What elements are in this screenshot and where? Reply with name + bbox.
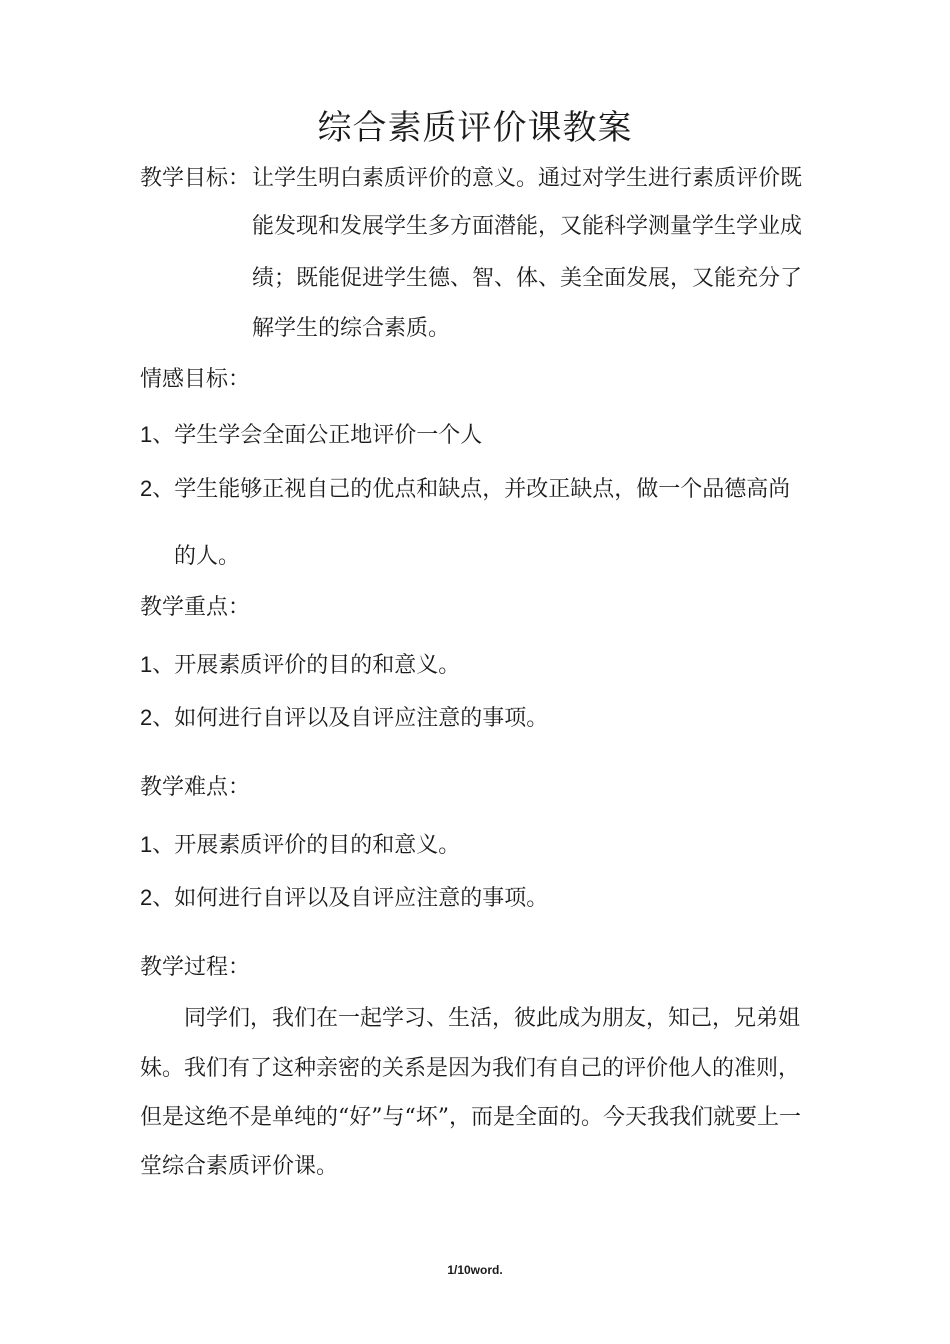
emotion-item-2 (140, 474, 790, 505)
difficulty-2-text: 、如何进行自评以及自评应注意的事项。 (152, 886, 549, 911)
difficulty-1-text: 、开展素质评价的目的和意义。 (152, 833, 461, 858)
objective-label: 教学目标： (140, 166, 251, 191)
objective-line-4: 解学生的综合素质。 (252, 316, 451, 341)
objective-line-3: 绩；既能促进学生德、智、体、美全面发展，又能充分了 (252, 266, 803, 291)
process-line-2: 妹。我们有了这种亲密的关系是因为我们有自己的评价他人的准则， (140, 1056, 801, 1081)
emotion-item-1-text: 、学生学会全面公正地评价一个人 (152, 423, 483, 448)
difficulty-2-num: 2 (140, 885, 153, 910)
key-point-1-text: 、开展素质评价的目的和意义。 (152, 653, 461, 678)
key-point-1 (140, 650, 460, 681)
key-point-1-num: 1 (140, 652, 153, 677)
key-point-2 (140, 703, 548, 734)
key-points-label: 教学重点： (140, 595, 251, 620)
difficulty-2 (140, 883, 548, 914)
process-label: 教学过程： (140, 955, 251, 980)
difficulty-1 (140, 830, 460, 861)
emotion-item-1-num: 1 (140, 422, 153, 447)
difficulty-1-num: 1 (140, 832, 153, 857)
emotion-item-2-continuation: 的人。 (174, 544, 241, 569)
page-footer: 1/10word. (447, 1263, 503, 1277)
process-line-4: 堂综合素质评价课。 (140, 1154, 339, 1179)
key-point-2-text: 、如何进行自评以及自评应注意的事项。 (152, 706, 549, 731)
emotion-item-2-num: 2 (140, 476, 153, 501)
objective-line-2: 能发现和发展学生多方面潜能，又能科学测量学生学业成 (252, 214, 803, 239)
process-line-1: 同学们，我们在一起学习、生活，彼此成为朋友，知己，兄弟姐 (184, 1006, 801, 1031)
emotion-item-1 (140, 420, 482, 451)
emotion-label: 情感目标： (140, 367, 251, 392)
objective-line-1: 让学生明白素质评价的意义。通过对学生进行素质评价既 (252, 166, 803, 191)
key-point-2-num: 2 (140, 705, 153, 730)
difficulties-label: 教学难点： (140, 775, 251, 800)
process-line-3: 但是这绝不是单纯的“好”与“坏”，而是全面的。今天我我们就要上一 (140, 1105, 801, 1130)
emotion-item-2-text: 、学生能够正视自己的优点和缺点，并改正缺点，做一个品德高尚 (152, 477, 791, 502)
document-title: 综合素质评价课教案 (317, 108, 633, 148)
